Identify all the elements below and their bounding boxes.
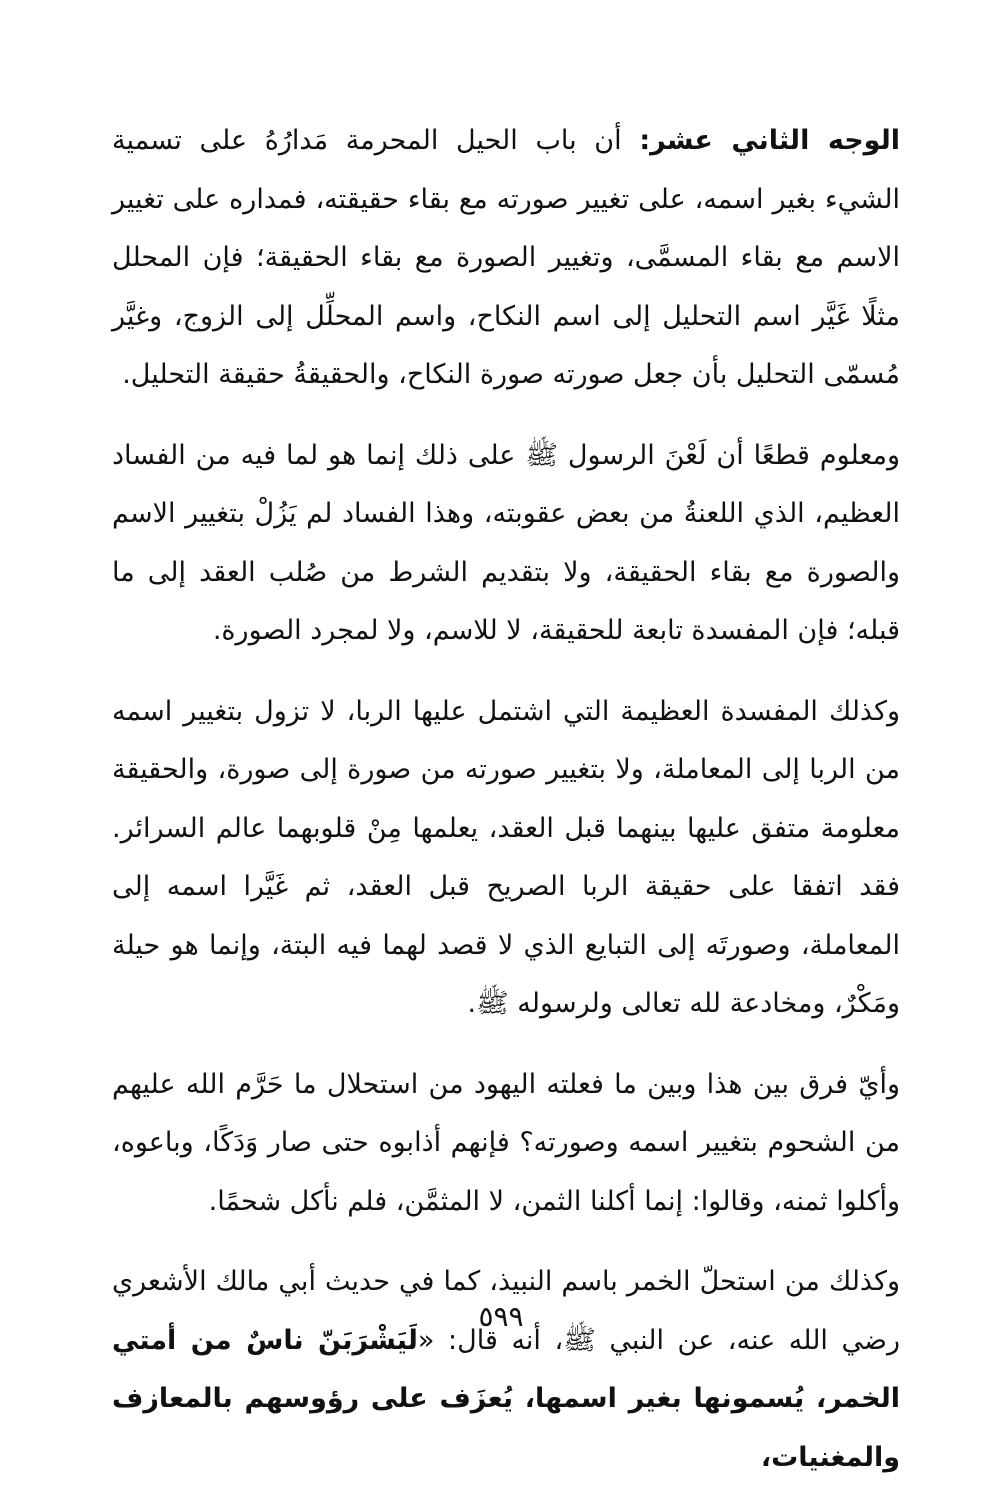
paragraph-3: [112, 683, 900, 1034]
page-body: [112, 112, 900, 1473]
hadith-quote: لَيَشْرَبَنّ ناسٌ من أمتي الخمر، يُسمونها بغير اسمها، يُعزَف على رؤوسهم بالمعازف والمغنيات،: [112, 1324, 900, 1473]
section-heading: الوجه الثاني عشر:: [639, 125, 900, 156]
page-number: ٥٩٩: [478, 1300, 524, 1333]
paragraph-3-text: وكذلك المفسدة العظيمة التي اشتمل عليها الربا، لا تزول بتغيير اسمه من الربا إلى المعاملة، ولا بتغيير صورته من صورة إلى صورة، والحقيقة معلومة متفق عليها بينهما قبل العقد، يعلمها مِنْ قلوبهما عالم السرائر. فقد اتفقا على حقيقة الربا الصريح قبل العقد، ثم غَيَّرا اسمه إلى المعاملة، وصورتَه إلى التبايع الذي لا قصد لهما فيه البتة، وإنما هو حيلة ومَكْرٌ، ومخادعة لله تعالى ولرسوله ﷺ.: [112, 695, 900, 1019]
paragraph-1-text: أن باب الحيل المحرمة مَدارُهُ على تسمية الشيء بغير اسمه، على تغيير صورته مع بقاء حقيقته، فمداره على تغيير الاسم مع بقاء المسمَّى، وتغيير الصورة مع بقاء الحقيقة؛ فإن المحلل مثلًا غَيَّر اسم التحليل إلى اسم النكاح، واسم المحلِّل إلى الزوج، وغيَّر مُسمّى التحليل بأن جعل صورته صورة النكاح، والحقيقةُ حقيقة التحليل.: [112, 125, 900, 390]
paragraph-2-text: ومعلوم قطعًا أن لَعْنَ الرسول ﷺ على ذلك إنما هو لما فيه من الفساد العظيم، الذي اللعنةُ من بعض عقوبته، وهذا الفساد لم يَزُلْ بتغيير الاسم والصورة مع بقاء الحقيقة، ولا بتقديم الشرط من صُلب العقد إلى ما قبله؛ فإن المفسدة تابعة للحقيقة، لا للاسم، ولا لمجرد الصورة.: [112, 439, 900, 646]
paragraph-4-text: وأيّ فرق بين هذا وبين ما فعلته اليهود من استحلال ما حَرَّم الله عليهم من الشحوم بتغيير اسمه وصورته؟ فإنهم أذابوه حتى صار وَدَكًا، وباعوه، وأكلوا ثمنه، وقالوا: إنما أكلنا الثمن، لا المثمَّن، فلم نأكل شحمًا.: [112, 1068, 900, 1217]
paragraph-2: [112, 427, 900, 661]
paragraph-4: [112, 1056, 900, 1232]
paragraph-5: [112, 1253, 900, 1487]
paragraph-1: [112, 112, 900, 405]
paragraph-5-text: وكذلك من استحلّ الخمر باسم النبيذ، كما في حديث أبي مالك الأشعري رضي الله عنه، عن النبي ﷺ، أنه قال: «: [112, 1266, 900, 1356]
